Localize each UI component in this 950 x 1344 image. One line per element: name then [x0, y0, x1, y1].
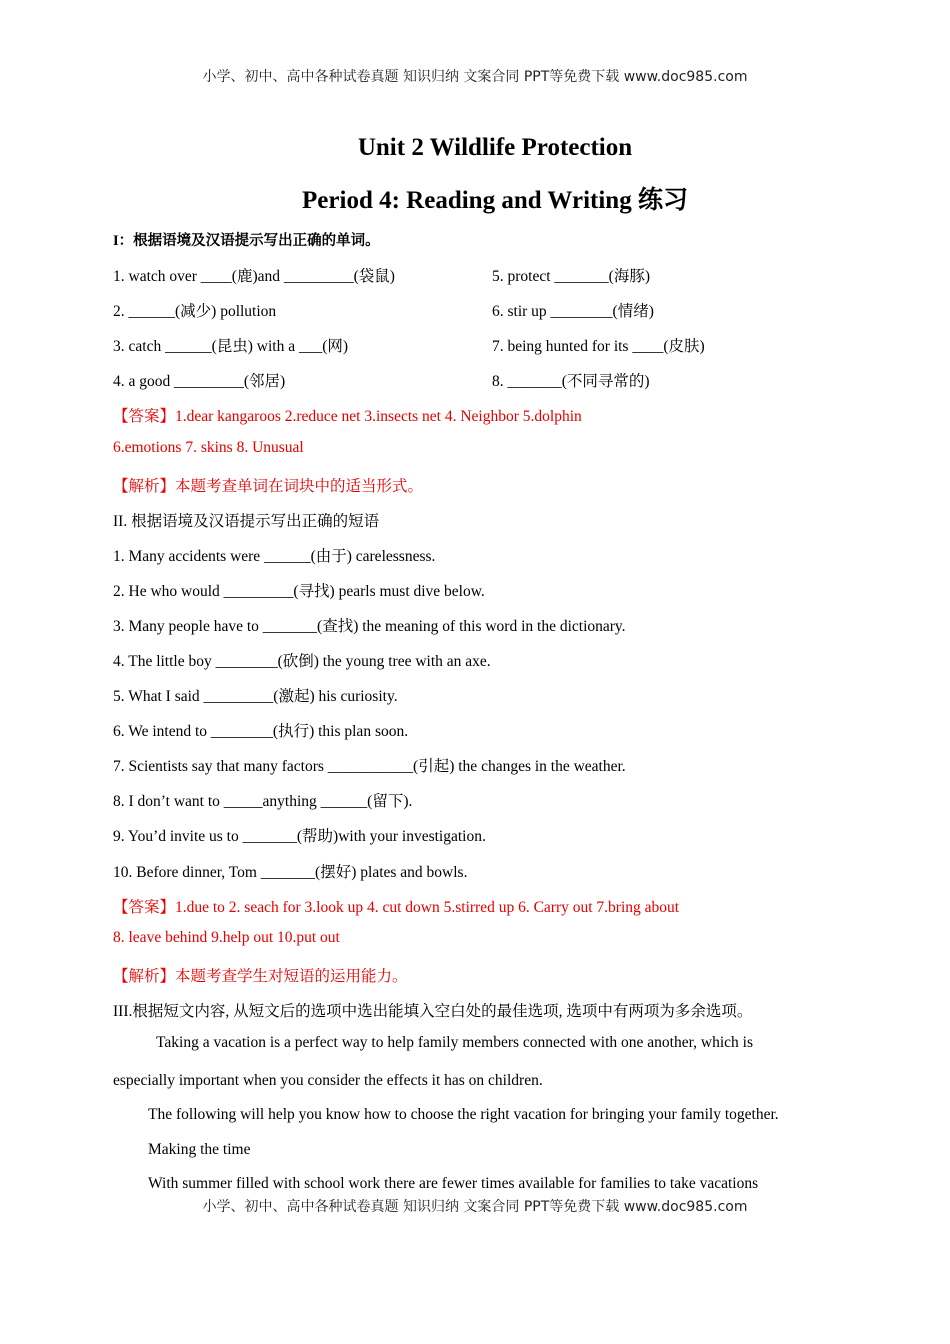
s1-item-1: 1. watch over ____(鹿)and _________(袋鼠)	[113, 268, 395, 285]
s3-para2: The following will help you know how to choose the right vacation for bringing your family together.	[148, 1106, 779, 1123]
s2-answer-line1: 【答案】1.due to 2. seach for 3.look up 4. cut down 5.stirred up 6. Carry out 7.bring about	[113, 899, 680, 916]
s2-item-4: 4. The little boy ________(砍倒) the young tree with an axe.	[113, 653, 491, 670]
s2-analysis: 【解析】本题考查学生对短语的运用能力。	[113, 968, 408, 985]
page-footer: 小学、初中、高中各种试卷真题 知识归纳 文案合同 PPT等免费下载 www.doc985.com	[202, 1199, 748, 1215]
s2-item-8: 8. I don’t want to _____anything ______(留下).	[113, 793, 413, 810]
s1-answer-line1: 【答案】1.dear kangaroos 2.reduce net 3.insects net 4. Neighbor 5.dolphin	[113, 408, 582, 425]
s3-subheading: Making the time	[148, 1141, 251, 1158]
s1-item-7: 7. being hunted for its ____(皮肤)	[492, 338, 705, 355]
s1-analysis: 【解析】本题考查单词在词块中的适当形式。	[113, 478, 424, 495]
s1-item-5: 5. protect _______(海豚)	[492, 268, 650, 285]
s2-item-6: 6. We intend to ________(执行) this plan soon.	[113, 723, 409, 740]
s2-answer-line2: 8. leave behind 9.help out 10.put out	[113, 929, 340, 946]
s3-para1-line1: Taking a vacation is a perfect way to help family members connected with one another, which is	[156, 1034, 753, 1051]
s3-para3: With summer filled with school work there are fewer times available for families to take vacations	[148, 1175, 759, 1192]
s1-item-8: 8. _______(不同寻常的)	[492, 373, 650, 390]
s1-item-4: 4. a good _________(邻居)	[113, 373, 286, 390]
section1-heading: I：根据语境及汉语提示写出正确的单词。	[113, 233, 380, 249]
s1-item-6: 6. stir up ________(情绪)	[492, 303, 654, 320]
s3-para1-line2: especially important when you consider the effects it has on children.	[113, 1072, 543, 1089]
section2-heading: II. 根据语境及汉语提示写出正确的短语	[113, 513, 380, 530]
s1-answer-line2: 6.emotions 7. skins 8. Unusual	[113, 439, 304, 456]
s2-item-5: 5. What I said _________(激起) his curiosity.	[113, 688, 398, 705]
s1-item-2: 2. ______(减少) pollution	[113, 303, 277, 320]
s2-item-1: 1. Many accidents were ______(由于) carelessness.	[113, 548, 436, 565]
section3-heading: III.根据短文内容, 从短文后的选项中选出能填入空白处的最佳选项, 选项中有两项为多余选项。	[113, 1003, 753, 1020]
s1-item-3: 3. catch ______(昆虫) with a ___(网)	[113, 338, 349, 355]
s2-item-7: 7. Scientists say that many factors ___________(引起) the changes in the weather.	[113, 758, 626, 775]
title-unit: Unit 2 Wildlife Protection	[357, 134, 633, 161]
title-period: Period 4: Reading and Writing 练习	[302, 187, 688, 214]
s2-item-9: 9. You’d invite us to _______(帮助)with your investigation.	[113, 828, 486, 845]
s2-item-10: 10. Before dinner, Tom _______(摆好) plates and bowls.	[113, 864, 468, 881]
page-header: 小学、初中、高中各种试卷真题 知识归纳 文案合同 PPT等免费下载 www.doc985.com	[202, 69, 748, 85]
s2-item-2: 2. He who would _________(寻找) pearls must dive below.	[113, 583, 485, 600]
s2-item-3: 3. Many people have to _______(查找) the meaning of this word in the dictionary.	[113, 618, 626, 635]
